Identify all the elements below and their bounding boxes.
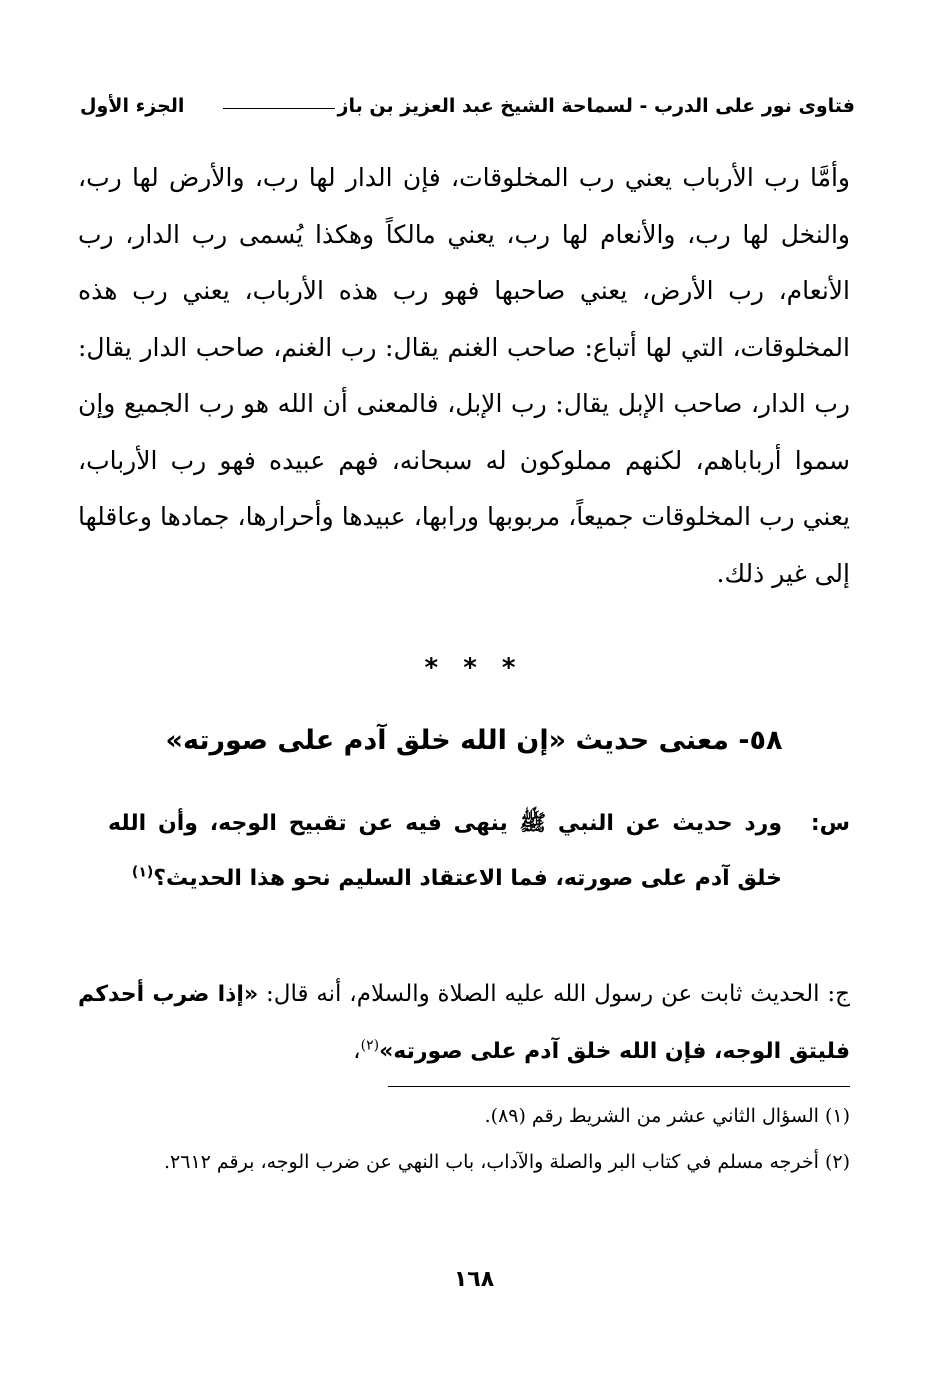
question-label: س: — [810, 811, 850, 836]
question-text: ورد حديث عن النبي ﷺ ينهى فيه عن تقبيح الوجه، وأن الله خلق آدم على صورته، فما الاعتقاد السليم نحو هذا الحديث؟ — [108, 811, 782, 891]
question-footnote-ref: (١) — [131, 864, 154, 881]
answer-text: الحديث ثابت عن رسول الله عليه الصلاة والسلام، أنه قال: — [266, 981, 820, 1007]
footnote-rule — [388, 1086, 850, 1087]
answer-footnote-ref: (٢) — [360, 1037, 380, 1054]
answer-trailing: ، — [353, 1038, 361, 1064]
footnotes — [80, 1093, 850, 1185]
page-number: ١٦٨ — [453, 1267, 495, 1292]
question-text-wrap — [108, 796, 782, 906]
header-part: الجزء الأول — [80, 95, 185, 117]
answer-block — [78, 966, 850, 1080]
question-block — [108, 796, 850, 906]
footnote-2: (٢) أخرجه مسلم في كتاب البر والصلة والآداب، باب النهي عن ضرب الوجه، برقم ٢٦١٢. — [164, 1151, 850, 1173]
footnote-1: (١) السؤال الثاني عشر من الشريط رقم (٨٩). — [484, 1105, 850, 1127]
body-paragraph — [78, 150, 850, 602]
running-header — [80, 86, 855, 126]
answer-label: ج: — [827, 981, 851, 1007]
body-paragraph-text: وأمَّا رب الأرباب يعني رب المخلوقات، فإن الدار لها رب، والأرض لها رب، والنخل لها رب، والأنعام لها رب، يعني مالكاً وهكذا يُسمى رب الدار، رب الأنعام، رب الأرض، يعني صاحبها فهو رب هذه الأرباب، يعني رب هذه المخلوقات، التي لها أتباع: صاحب الغنم يقال: رب الغنم، صاحب الدار يقال: رب الدار، صاحب الإبل يقال: رب الإبل، فالمعنى أن الله هو رب الجميع وإن سموا أربابا‌هم، لكنهم مملوكون له سبحانه، فهم عبيده فهو رب الأرباب، يعني رب المخلوقات جميعاً، مربوبها ورابها، عبيدها وأحرارها، جمادها وعاقلها إلى غير ذلك. — [78, 163, 850, 588]
section-separator: * * * — [424, 653, 524, 683]
header-book-title: فتاوى نور على الدرب - لسماحة الشيخ عبد العزيز بن باز — [337, 95, 855, 117]
answer-hadith: «إذا ضرب أحدكم فليتق الوجه، فإن الله خلق آدم على صورته» — [78, 982, 850, 1064]
header-rule — [223, 108, 335, 109]
section-title: ٥٨- معنى حديث «إن الله خلق آدم على صورته» — [165, 725, 783, 756]
